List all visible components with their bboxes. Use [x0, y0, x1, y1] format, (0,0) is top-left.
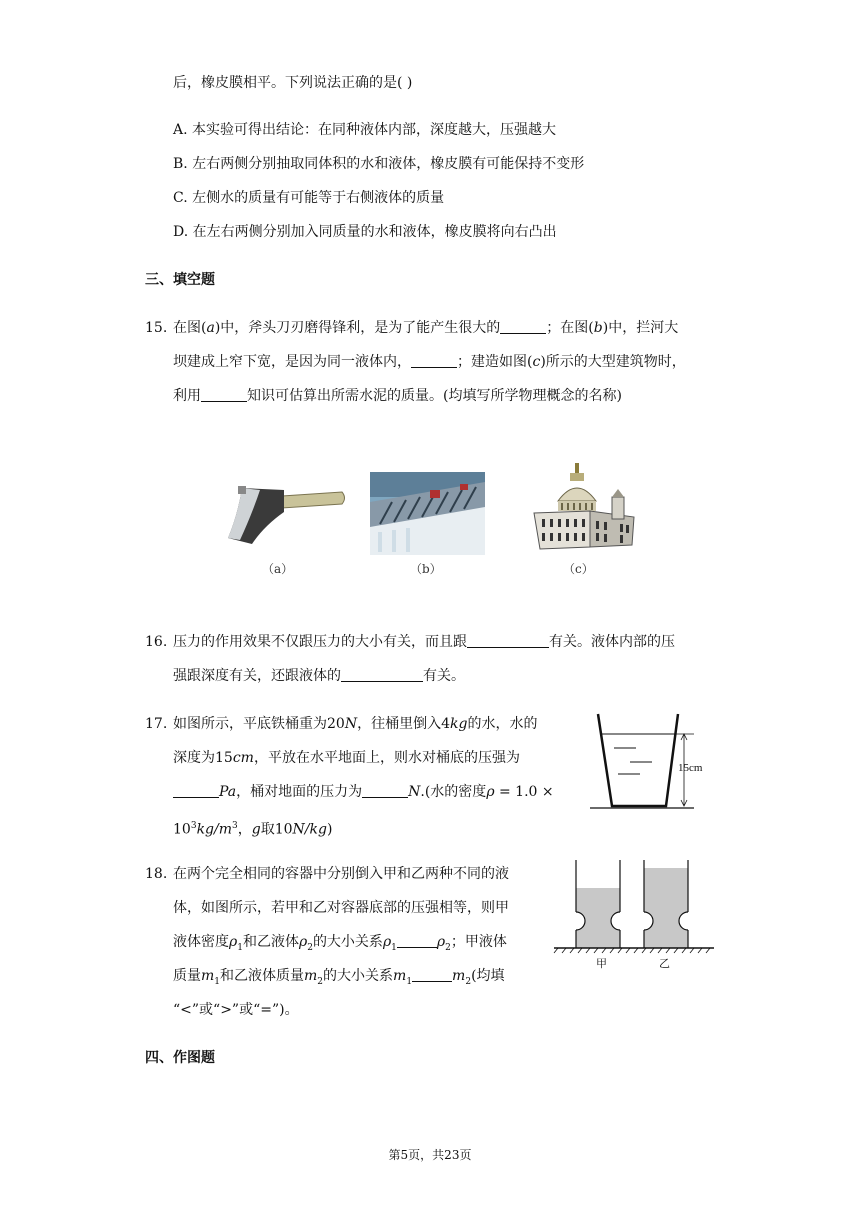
q16-number: 16. — [145, 634, 168, 650]
option-a: A. 本实验可得出结论：在同种液体内部，深度越大，压强越大 — [173, 122, 557, 138]
q15-line1: 在图(a)中，斧头刀刃磨得锋利，是为了能产生很大的 ；在图(b)中，拦河大 — [173, 320, 679, 336]
caption-a: （a） — [262, 562, 294, 576]
axe-image — [222, 480, 348, 550]
q15-line3: 利用 知识可估算出所需水泥的质量。(均填写所学物理概念的名称) — [173, 388, 622, 404]
q18-line2: 体，如图所示，若甲和乙对容器底部的压强相等，则甲 — [173, 900, 509, 916]
containers-diagram — [552, 858, 716, 960]
page-footer: 第5页，共23页 — [388, 1148, 472, 1162]
bucket-diagram — [586, 710, 720, 810]
cathedral-image — [530, 461, 640, 553]
q18-line1: 在两个完全相同的容器中分别倒入甲和乙两种不同的液 — [173, 866, 509, 882]
q17-line2: 深度为15cm，平放在水平地面上，则水对桶底的压强为 — [173, 750, 520, 766]
q17-line3: Pa，桶对地面的压力为 N.(水的密度ρ = 1.0 × — [173, 782, 554, 802]
section-title-fill-blank: 三、填空题 — [145, 272, 215, 288]
q18-number: 18. — [145, 866, 168, 882]
option-c: C. 左侧水的质量有可能等于右侧液体的质量 — [173, 190, 445, 206]
depth-label: 15cm — [678, 762, 703, 774]
q15-number: 15. — [145, 320, 168, 336]
q18-line4: 质量$m_1$和乙液体质量$m_2$的大小关系$m_1$ $m_2$(均填 — [173, 968, 505, 987]
q17-line1: 如图所示，平底铁桶重为20N，往桶里倒入4kg的水，水的 — [173, 716, 538, 732]
section-title-drawing: 四、作图题 — [145, 1050, 215, 1066]
option-b: B. 左右两侧分别抽取同体积的水和液体，橡皮膜有可能保持不变形 — [173, 156, 585, 172]
label-jia: 甲 — [596, 957, 607, 970]
q17-line4: $10^3kg/m^3$，g取10N/kg) — [173, 821, 333, 838]
q18-line5: “<”或“>”或“=”)。 — [173, 1002, 299, 1018]
q18-line3: 液体密度$\rho_1$和乙液体$\rho_2$的大小关系$\rho_1$ $\rho_2$；甲液体 — [173, 934, 507, 953]
q15-line2: 坝建成上窄下宽，是因为同一液体内， ；建造如图(c)所示的大型建筑物时， — [173, 354, 686, 370]
caption-b: （b） — [410, 562, 442, 576]
label-yi: 乙 — [659, 957, 670, 970]
q17-number: 17. — [145, 716, 168, 732]
caption-c: （c） — [563, 562, 594, 576]
q16-line1: 压力的作用效果不仅跟压力的大小有关，而且跟 有关。液体内部的压 — [173, 634, 675, 650]
q16-line2: 强跟深度有关，还跟液体的 有关。 — [173, 668, 465, 684]
option-d: D. 在左右两侧分别加入同质量的水和液体，橡皮膜将向右凸出 — [173, 224, 557, 240]
question-stem-end: 后，橡皮膜相平。下列说法正确的是( ) — [173, 75, 413, 91]
dam-image — [370, 472, 485, 555]
